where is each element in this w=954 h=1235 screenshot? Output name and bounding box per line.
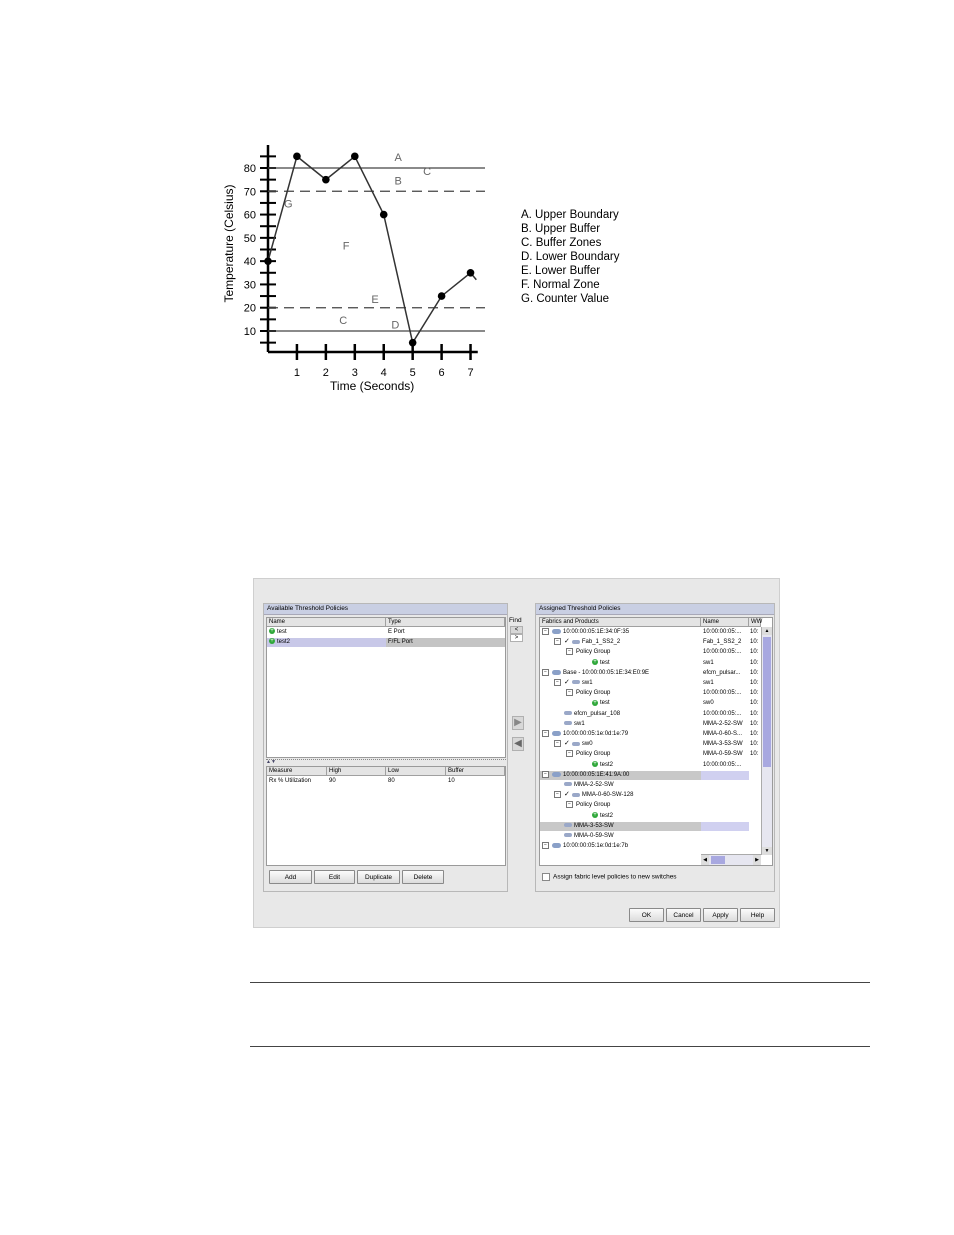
available-policies-title: Available Threshold Policies [264, 604, 507, 615]
assigned-policies-panel [535, 603, 775, 892]
scroll-left-arrow-icon[interactable]: ◀ [701, 855, 709, 865]
table-row[interactable] [267, 638, 505, 647]
scroll-down-arrow-icon[interactable]: ▼ [762, 847, 772, 855]
y-tick-label: 60 [243, 209, 256, 222]
column-header-name[interactable]: Name [701, 618, 749, 627]
scroll-up-arrow-icon[interactable]: ▲ [762, 627, 772, 635]
x-tick-label: 2 [322, 367, 329, 379]
name-cell: Fab_1_SS2_2 [703, 639, 742, 646]
y-tick-label: 50 [243, 232, 256, 245]
name-cell: MMA-0-60-S... [703, 731, 743, 738]
add-circle-icon: + [593, 659, 597, 666]
buffer-cell: 10 [448, 778, 455, 784]
zone-annotation: F [342, 240, 350, 253]
tree-node[interactable]: + test2 [593, 812, 614, 819]
measure-table [266, 766, 506, 866]
divider-rule [250, 982, 870, 983]
check-icon: ✓ [564, 740, 570, 748]
legend-entry: C. Buffer Zones [521, 237, 602, 249]
zone-annotation: C [339, 315, 348, 328]
column-header-low[interactable]: Low [386, 767, 446, 776]
legend-entry: E. Lower Buffer [521, 265, 601, 277]
policy-name-cell: + test [270, 628, 287, 635]
legend-entry: A. Upper Boundary [521, 209, 619, 221]
fabric-tree [542, 627, 649, 851]
x-tick-label: 3 [351, 367, 358, 379]
table-row[interactable] [267, 777, 505, 786]
switch-icon [564, 721, 572, 725]
chart-legend [521, 208, 619, 306]
zone-annotation: D [391, 319, 400, 332]
duplicate-button[interactable]: Duplicate [357, 870, 400, 884]
collapse-icon[interactable]: − [542, 730, 549, 737]
collapse-icon[interactable]: − [542, 842, 549, 849]
tree-node[interactable]: efcm_pulsar_108 [542, 709, 649, 719]
scroll-thumb[interactable] [763, 637, 771, 767]
check-icon: ✓ [564, 638, 570, 646]
add-circle-icon: + [270, 628, 274, 635]
switch-icon [564, 782, 572, 786]
ww-cell: 10: [750, 731, 759, 738]
x-tick-label: 7 [467, 367, 474, 379]
available-policies-panel [263, 603, 508, 892]
check-icon: ✓ [564, 679, 570, 687]
splitter-handle[interactable]: ▲▼ [266, 759, 506, 764]
tree-node[interactable]: − 10:00:00:05:1E:34:0F:35 [542, 627, 649, 637]
y-tick-label: 70 [243, 186, 256, 199]
vertical-scrollbar[interactable] [761, 627, 772, 855]
find-label: Find [509, 617, 522, 624]
switch-icon [564, 833, 572, 837]
column-header-name[interactable]: Name [267, 618, 386, 627]
tree-node[interactable]: − Policy Group [542, 800, 649, 810]
high-cell: 90 [329, 778, 336, 784]
selected-row-highlight [701, 822, 749, 831]
ww-cell: 10: [750, 669, 759, 676]
zone-annotation: E [371, 294, 379, 307]
collapse-icon[interactable]: − [542, 771, 549, 778]
table-row[interactable] [267, 628, 505, 637]
zone-annotation: G [283, 198, 293, 211]
policy-type-cell: E Port [388, 629, 405, 635]
legend-entry: B. Upper Buffer [521, 223, 601, 235]
horizontal-scrollbar[interactable] [701, 854, 761, 865]
zone-annotation: C [423, 165, 432, 178]
tree-node[interactable]: − Policy Group [542, 647, 649, 657]
assign-fabric-checkbox-row[interactable] [542, 873, 677, 881]
tree-node[interactable]: sw1 [542, 719, 649, 729]
collapse-icon[interactable]: − [566, 648, 573, 655]
policy-type-cell: F/FL Port [386, 638, 505, 647]
data-point [293, 153, 301, 161]
tree-node[interactable]: MMA-3-53-SW [542, 821, 649, 831]
name-cell: sw1 [703, 680, 714, 687]
column-header-type[interactable]: Type [386, 618, 505, 627]
ww-cell: 10: [750, 639, 759, 646]
tree-name-column [703, 627, 749, 770]
data-point [467, 269, 475, 277]
assign-right-arrow-icon[interactable]: ▶ [512, 716, 524, 730]
scroll-thumb[interactable] [711, 856, 725, 864]
tree-node[interactable]: − 10:00:00:05:1E:41:9A:00 [542, 770, 649, 780]
ww-cell: 10: [750, 751, 759, 758]
switch-icon [572, 742, 580, 746]
y-tick-label: 40 [243, 256, 256, 269]
name-cell: 10:00:00:05:... [703, 629, 742, 635]
edit-button[interactable]: Edit [314, 870, 355, 884]
x-tick-label: 5 [409, 367, 416, 379]
legend-entry: F. Normal Zone [521, 279, 600, 291]
data-point [438, 292, 446, 300]
add-button[interactable]: Add [269, 870, 312, 884]
name-cell: 10:00:00:05:... [703, 761, 742, 768]
tree-node[interactable]: − ✓ sw0 [542, 739, 649, 749]
find-previous-button[interactable]: < [510, 626, 523, 634]
x-tick-label: 6 [438, 367, 445, 379]
name-cell: 10:00:00:05:... [703, 710, 742, 717]
cancel-button[interactable]: Cancel [666, 908, 701, 922]
tree-node[interactable]: − ✓ sw1 [542, 678, 649, 688]
ok-button[interactable]: OK [629, 908, 664, 922]
data-point [322, 176, 330, 184]
tree-node[interactable]: − 10:00:00:05:1e:0d:1e:79 [542, 729, 649, 739]
temperature-series-line [268, 156, 476, 342]
y-tick-label: 30 [243, 279, 256, 292]
y-tick-label: 80 [243, 163, 256, 175]
collapse-icon[interactable]: − [554, 791, 561, 798]
tree-node[interactable]: − ✓ MMA-0-60-SW-128 [542, 790, 649, 800]
collapse-icon[interactable]: − [554, 740, 561, 747]
ww-cell: 10: [750, 680, 759, 687]
delete-button[interactable]: Delete [402, 870, 444, 884]
ww-cell: 10: [750, 649, 759, 656]
tree-ww-column [750, 627, 760, 760]
legend-entry: D. Lower Boundary [521, 251, 620, 263]
tree-node[interactable]: − ✓ Fab_1_SS2_2 [542, 637, 649, 647]
fabric-icon [552, 629, 561, 634]
name-cell: sw0 [703, 700, 714, 707]
legend-entry: G. Counter Value [521, 293, 610, 305]
ww-cell: 10: [750, 710, 759, 717]
assigned-policies-title: Assigned Threshold Policies [536, 604, 774, 615]
column-header-ww[interactable]: WW [751, 619, 763, 625]
switch-icon [572, 793, 580, 797]
collapse-icon[interactable]: − [566, 750, 573, 757]
name-cell: sw1 [703, 659, 714, 666]
tree-node[interactable]: − Policy Group [542, 749, 649, 759]
find-next-button[interactable]: > [510, 634, 523, 642]
zone-annotation: B [394, 175, 402, 188]
data-point [351, 153, 359, 161]
y-tick-label: 20 [243, 302, 256, 315]
name-cell: MMA-2-52-SW [703, 720, 743, 727]
help-button[interactable]: Help [740, 908, 775, 922]
assigned-policies-tree-table [539, 617, 773, 866]
x-axis-label: Time (Seconds) [330, 379, 415, 393]
tree-node[interactable]: MMA-0-59-SW [542, 831, 649, 841]
low-cell: 80 [388, 778, 395, 784]
add-circle-icon: + [270, 638, 274, 645]
fabric-icon [552, 670, 561, 675]
scroll-right-arrow-icon[interactable]: ▶ [753, 855, 761, 865]
collapse-icon[interactable]: − [554, 638, 561, 645]
divider-rule [250, 1046, 870, 1047]
collapse-icon[interactable]: − [542, 669, 549, 676]
ww-cell: 10: [750, 659, 759, 666]
collapse-icon[interactable]: − [566, 689, 573, 696]
available-policies-table [266, 617, 506, 758]
collapse-icon[interactable]: − [554, 679, 561, 686]
tree-node[interactable]: − Policy Group [542, 688, 649, 698]
column-header-buffer[interactable]: Buffer [446, 767, 505, 776]
name-cell: 10:00:00:05:... [703, 690, 742, 697]
collapse-icon[interactable]: − [566, 801, 573, 808]
check-icon: ✓ [564, 791, 570, 799]
column-header-fabrics[interactable]: Fabrics and Products [540, 618, 701, 627]
tree-node[interactable]: MMA-2-52-SW [542, 780, 649, 790]
data-point [409, 339, 417, 347]
apply-button[interactable]: Apply [703, 908, 738, 922]
fabric-icon [552, 731, 561, 736]
threshold-policies-dialog [253, 578, 780, 928]
measure-cell: Rx % Utilization [269, 778, 312, 784]
temperature-chart [215, 135, 515, 400]
ww-cell: 10: [750, 629, 759, 635]
tree-node[interactable]: + test2 [593, 761, 614, 768]
column-header-measure[interactable]: Measure [267, 767, 327, 776]
zone-annotation: A [394, 152, 402, 165]
switch-icon [564, 823, 572, 827]
collapse-icon[interactable]: − [542, 628, 549, 635]
name-cell: 10:00:00:05:... [703, 649, 742, 656]
switch-icon [572, 640, 580, 644]
tree-node[interactable]: + test [593, 699, 610, 707]
ww-cell: 10: [750, 741, 759, 748]
selected-row-highlight [701, 771, 749, 780]
add-circle-icon: + [593, 761, 597, 768]
policy-name-cell: + test2 [270, 638, 291, 645]
y-tick-label: 10 [243, 326, 256, 338]
data-point [264, 257, 272, 265]
assign-fabric-checkbox[interactable] [542, 873, 550, 881]
tree-node[interactable]: − 10:00:00:05:1e:0d:1e:7b [542, 841, 649, 851]
fabric-icon [552, 843, 561, 848]
x-tick-label: 4 [380, 367, 387, 379]
name-cell: efcm_pulsar... [703, 669, 741, 676]
ww-cell: 10: [750, 720, 759, 727]
remove-left-arrow-icon[interactable]: ◀ [512, 737, 524, 751]
tree-node[interactable]: + test [593, 659, 610, 666]
name-cell: MMA-0-59-SW [703, 751, 743, 758]
x-tick-label: 1 [293, 367, 300, 379]
add-circle-icon: + [593, 812, 597, 819]
fabric-icon [552, 772, 561, 777]
switch-icon [572, 680, 580, 684]
switch-icon [564, 711, 572, 715]
y-axis-label: Temperature (Celsius) [222, 184, 236, 303]
ww-cell: 10: [750, 700, 759, 707]
data-point [380, 211, 388, 219]
tree-node[interactable]: − Base - 10:00:00:05:1E:34:E0:9E [542, 668, 649, 678]
add-circle-icon: + [593, 699, 597, 706]
assign-fabric-label: Assign fabric level policies to new switches [553, 873, 677, 881]
ww-cell: 10: [750, 690, 759, 697]
column-header-high[interactable]: High [327, 767, 386, 776]
name-cell: MMA-3-53-SW [703, 741, 743, 748]
